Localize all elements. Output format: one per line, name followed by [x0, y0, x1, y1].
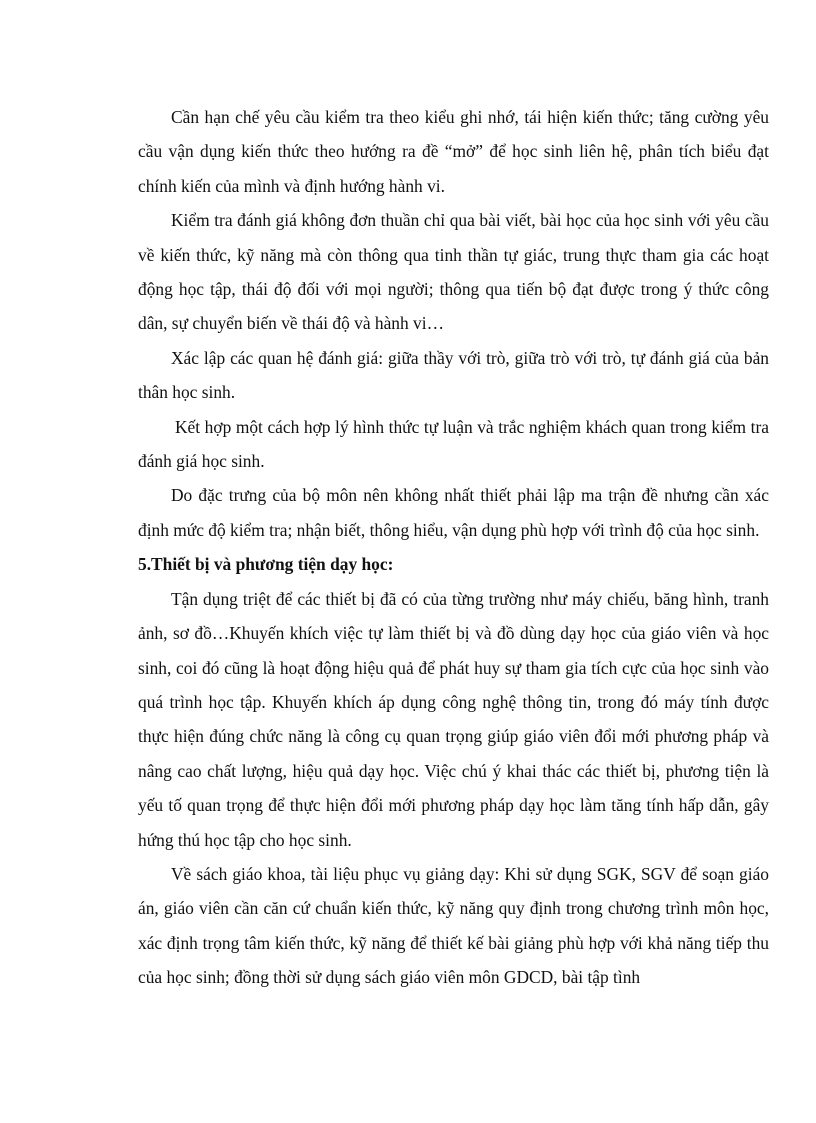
document-body [138, 100, 769, 995]
section-heading-equipment: 5.Thiết bị và phương tiện dạy học: [138, 554, 394, 575]
paragraph-assessment-methods: Kết hợp một cách hợp lý hình thức tự luận và trắc nghiệm khách quan trong kiểm tra đánh giá học sinh. [138, 416, 769, 472]
paragraph-textbooks: Về sách giáo khoa, tài liệu phục vụ giảng dạy: Khi sử dụng SGK, SGV để soạn giáo án, giáo viên cần căn cứ chuẩn kiến thức, kỹ năng quy định trong chương trình môn học, xác định trọng tâm kiến thức, kỹ năng để thiết kế bài giảng phù hợp với khả năng tiếp thu của học sinh; đồng thời sử dụng sách giáo viên môn GDCD, bài tập tình [138, 863, 769, 988]
paragraph-assessment-relations: Xác lập các quan hệ đánh giá: giữa thầy với trò, giữa trò với trò, tự đánh giá của bản thân học sinh. [138, 347, 769, 403]
paragraph-assessment-attitude: Kiểm tra đánh giá không đơn thuần chỉ qua bài viết, bài học của học sinh với yêu cầu về kiến thức, kỹ năng mà còn thông qua tinh thần tự giác, trung thực tham gia các hoạt động học tập, thái độ đối với mọi người; thông qua tiến bộ đạt được trong ý thức công dân, sự chuyển biến về thái độ và hành vi… [138, 210, 769, 334]
paragraph-assessment-matrix: Do đặc trưng của bộ môn nên không nhất thiết phải lập ma trận đề nhưng cần xác định mức độ kiểm tra; nhận biết, thông hiểu, vận dụng phù hợp với trình độ của học sinh. [138, 485, 769, 540]
paragraph-equipment-usage: Tận dụng triệt để các thiết bị đã có của từng trường như máy chiếu, băng hình, tranh ảnh, sơ đồ…Khuyến khích việc tự làm thiết bị và đồ dùng dạy học của giáo viên và học sinh, coi đó cũng là hoạt động hiệu quả để phát huy sự tham gia tích cực của học sinh vào quá trình học tập. Khuyến khích áp dụng công nghệ thông tin, trong đó máy tính được thực hiện đúng chức năng là công cụ quan trọng giúp giáo viên đổi mới phương pháp và nâng cao chất lượng, hiệu quả dạy học. Việc chú ý khai thác các thiết bị, phương tiện là yếu tố quan trọng để thực hiện đổi mới phương pháp dạy học làm tăng tính hấp dẫn, gây hứng thú học tập cho học sinh. [138, 588, 769, 850]
paragraph-assessment-recall: Cần hạn chế yêu cầu kiểm tra theo kiểu ghi nhớ, tái hiện kiến thức; tăng cường yêu cầu vận dụng kiến thức theo hướng ra đề “mở” để học sinh liên hệ, phân tích biểu đạt chính kiến của mình và định hướng hành vi. [138, 107, 769, 196]
